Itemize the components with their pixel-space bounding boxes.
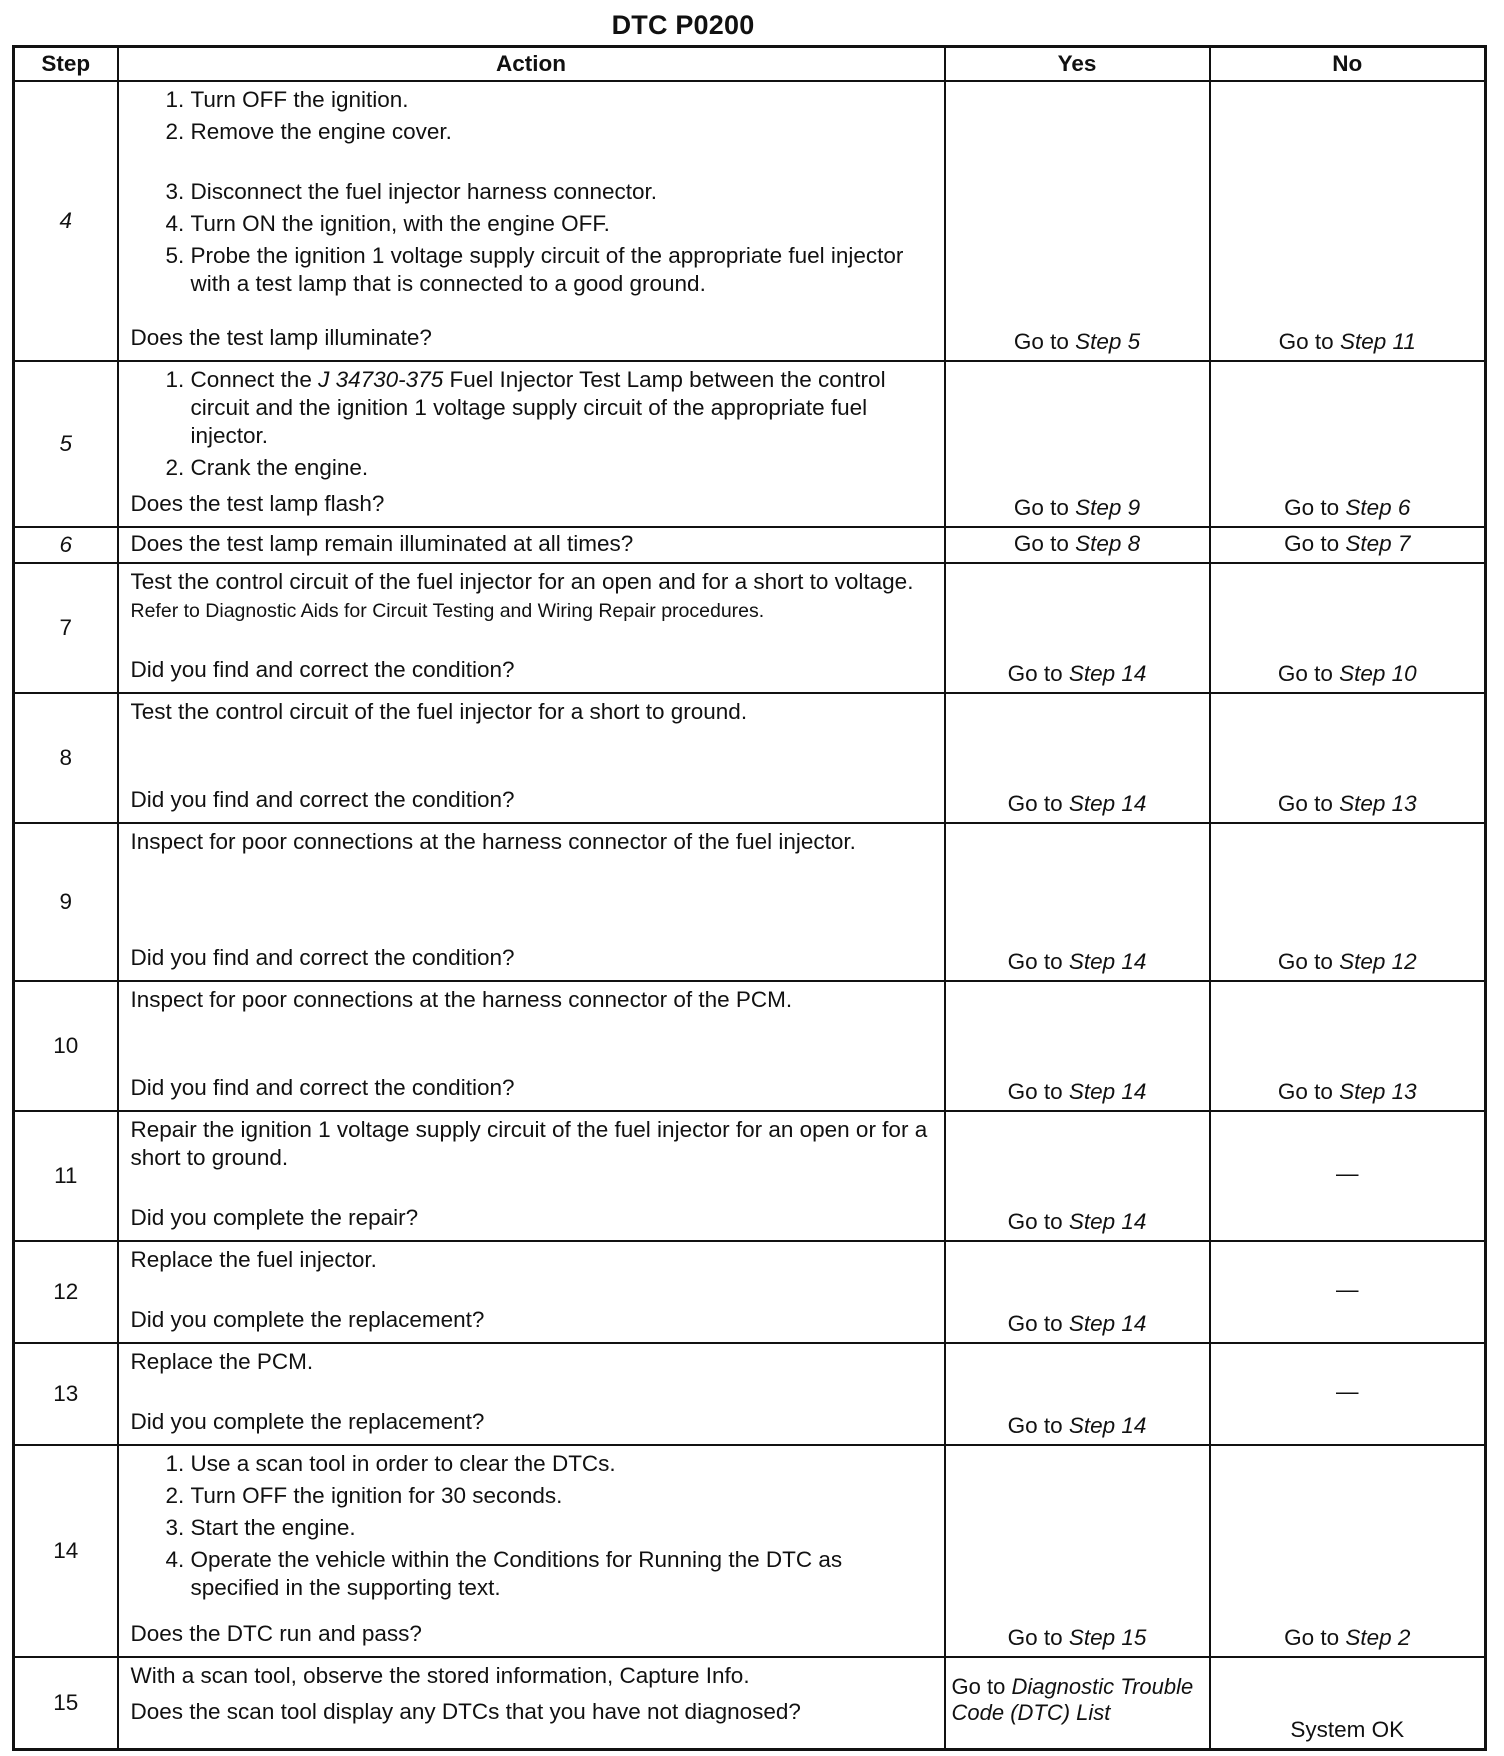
- step-link: Step 11: [1339, 329, 1416, 354]
- action-cell: [118, 563, 945, 693]
- table-row-step-10: [14, 981, 1486, 1111]
- question: Did you find and correct the condition?: [130, 787, 515, 812]
- step-number: 8: [14, 693, 118, 823]
- table-row-step-12: [14, 1241, 1486, 1343]
- no-cell: —: [1210, 1111, 1486, 1241]
- header-action: Action: [118, 47, 945, 82]
- action-cell: [118, 693, 945, 823]
- action-cell: [118, 1241, 945, 1343]
- yes-cell: [945, 693, 1210, 823]
- list-item-text: Fuel Injector Test Lamp between the control circuit and the ignition 1 voltage supply circuit of the appropriate fuel injector.: [190, 367, 886, 448]
- no-cell: [1210, 81, 1486, 361]
- list-item: 5. Probe the ignition 1 voltage supply circuit of the appropriate fuel injector with a test lamp that is connected to a good ground.: [191, 242, 936, 298]
- yes-cell: [945, 527, 1210, 563]
- step-link: Step 2: [1345, 1625, 1411, 1650]
- step-link: Step 7: [1345, 531, 1411, 556]
- step-link: Step 14: [1068, 1209, 1147, 1234]
- table-row-step-4: [14, 81, 1486, 361]
- step-number: 14: [14, 1445, 118, 1657]
- step-link: Step 14: [1068, 661, 1147, 686]
- goto-label: Go to: [951, 1674, 1006, 1700]
- yes-cell: [945, 823, 1210, 981]
- yes-cell: [945, 81, 1210, 361]
- tool-reference: J 34730-375: [318, 367, 444, 392]
- step-link: Step 9: [1075, 495, 1141, 520]
- goto-label: Go to: [1007, 1413, 1063, 1438]
- action-list: [131, 366, 936, 486]
- yes-cell: [945, 1445, 1210, 1657]
- no-cell: —: [1210, 1241, 1486, 1343]
- step-number: 12: [14, 1241, 118, 1343]
- question: Did you complete the repair?: [130, 1205, 419, 1230]
- list-item: 2. Remove the engine cover.: [191, 118, 936, 146]
- step-number: 9: [14, 823, 118, 981]
- no-cell: [1210, 823, 1486, 981]
- no-cell: —: [1210, 1343, 1486, 1445]
- table-row-step-8: [14, 693, 1486, 823]
- step-number: 5: [14, 361, 118, 527]
- action-description: With a scan tool, observe the stored information, Capture Info.: [130, 1663, 750, 1688]
- action-list: [131, 1450, 936, 1606]
- step-link: Step 15: [1068, 1625, 1147, 1650]
- goto-label: Go to: [1007, 1625, 1063, 1650]
- table-row-step-6: [14, 527, 1486, 563]
- step-link: Step 14: [1068, 791, 1147, 816]
- action-description: Test the control circuit of the fuel injector for a short to ground.: [130, 699, 748, 724]
- table-row-step-15: [14, 1657, 1486, 1749]
- table-header-row: [14, 47, 1486, 82]
- step-link: Step 5: [1075, 329, 1141, 354]
- action-list: [131, 86, 936, 302]
- action-description: Inspect for poor connections at the harness connector of the fuel injector.: [130, 829, 856, 854]
- goto-label: Go to: [1013, 531, 1069, 556]
- list-item: [191, 366, 936, 450]
- action-cell: [118, 1657, 945, 1749]
- table-row-step-14: [14, 1445, 1486, 1657]
- yes-cell: [945, 1657, 1210, 1749]
- goto-label: Go to: [1007, 1209, 1063, 1234]
- question: Does the test lamp illuminate?: [130, 325, 432, 350]
- step-link: Step 13: [1339, 791, 1417, 816]
- action-cell: [118, 527, 945, 563]
- goto-label: Go to: [1013, 495, 1069, 520]
- step-number: 4: [14, 81, 118, 361]
- action-description: Repair the ignition 1 voltage supply circuit of the fuel injector for an open or for a short to ground.: [130, 1117, 928, 1170]
- step-number: 10: [14, 981, 118, 1111]
- list-item: 4. Operate the vehicle within the Conditions for Running the DTC as specified in the supporting text.: [191, 1546, 936, 1602]
- goto-label: Go to: [1284, 531, 1340, 556]
- question: Did you find and correct the condition?: [130, 945, 515, 970]
- table-row-step-5: [14, 361, 1486, 527]
- step-link: Step 6: [1345, 495, 1411, 520]
- step-link: Step 14: [1068, 1413, 1147, 1438]
- step-link: Step 13: [1339, 1079, 1417, 1104]
- goto-label: Go to: [1277, 661, 1333, 686]
- action-cell: [118, 1111, 945, 1241]
- question: Did you find and correct the condition?: [130, 1075, 515, 1100]
- no-cell: [1210, 527, 1486, 563]
- description-text: Test the control circuit of the fuel injector for an open and for a short to voltage.: [130, 569, 914, 594]
- header-step: Step: [14, 47, 118, 82]
- action-description: [131, 568, 936, 625]
- no-cell: [1210, 981, 1486, 1111]
- action-cell: [118, 361, 945, 527]
- step-number: 15: [14, 1657, 118, 1749]
- goto-label: Go to: [1278, 329, 1334, 354]
- action-cell: [118, 1343, 945, 1445]
- list-item: 3. Disconnect the fuel injector harness connector.: [191, 178, 936, 206]
- goto-label: Go to: [1007, 661, 1063, 686]
- no-cell: [1210, 1445, 1486, 1657]
- step-link: Step 14: [1068, 1079, 1147, 1104]
- step-link: Step 14: [1068, 1311, 1147, 1336]
- action-description: Replace the PCM.: [130, 1349, 314, 1374]
- list-item: 1. Turn OFF the ignition.: [191, 86, 936, 114]
- yes-cell: [945, 1343, 1210, 1445]
- goto-label: Go to: [1007, 949, 1063, 974]
- list-item: 2. Crank the engine.: [191, 454, 936, 482]
- description-note: Refer to Diagnostic Aids for Circuit Testing and Wiring Repair procedures.: [130, 600, 765, 622]
- step-number: 7: [14, 563, 118, 693]
- action-cell: [118, 1445, 945, 1657]
- yes-cell: [945, 981, 1210, 1111]
- goto-label: Go to: [1007, 791, 1063, 816]
- goto-label: Go to: [1007, 1079, 1063, 1104]
- document-title: DTC P0200: [611, 10, 755, 40]
- diagnostic-table: [12, 45, 1487, 1751]
- action-cell: [118, 981, 945, 1111]
- no-cell: [1210, 361, 1486, 527]
- step-link: Step 8: [1075, 531, 1141, 556]
- goto-label: Go to: [1007, 1311, 1063, 1336]
- step-number: 11: [14, 1111, 118, 1241]
- no-cell: [1210, 693, 1486, 823]
- action-description: Replace the fuel injector.: [130, 1247, 377, 1272]
- step-link: Step 10: [1339, 661, 1417, 686]
- list-item: 3. Start the engine.: [191, 1514, 936, 1542]
- action-cell: [118, 81, 945, 361]
- table-row-step-9: [14, 823, 1486, 981]
- no-cell: System OK: [1210, 1657, 1486, 1749]
- dtc-list-reference: [952, 1674, 1203, 1726]
- list-item: 2. Turn OFF the ignition for 30 seconds.: [191, 1482, 936, 1510]
- question: Does the test lamp remain illuminated at all times?: [130, 531, 634, 556]
- goto-label: Go to: [1013, 329, 1069, 354]
- goto-label: Go to: [1277, 949, 1333, 974]
- list-item: 4. Turn ON the ignition, with the engine OFF.: [191, 210, 936, 238]
- table-row-step-13: [14, 1343, 1486, 1445]
- list-item: 1. Use a scan tool in order to clear the DTCs.: [191, 1450, 936, 1478]
- question: Did you find and correct the condition?: [130, 657, 515, 682]
- yes-cell: [945, 563, 1210, 693]
- goto-label: Go to: [1284, 495, 1340, 520]
- question: Does the test lamp flash?: [130, 491, 385, 516]
- question: Does the scan tool display any DTCs that you have not diagnosed?: [130, 1699, 801, 1724]
- step-link: Step 12: [1339, 949, 1417, 974]
- yes-cell: [945, 1241, 1210, 1343]
- question: Did you complete the replacement?: [130, 1307, 485, 1332]
- goto-label: Go to: [1284, 1625, 1340, 1650]
- step-number: 13: [14, 1343, 118, 1445]
- question: Did you complete the replacement?: [130, 1409, 485, 1434]
- dtc-list-link: Diagnostic Trouble Code (DTC) List: [951, 1674, 1194, 1726]
- no-cell: [1210, 563, 1486, 693]
- step-link: Step 14: [1068, 949, 1147, 974]
- header-no: No: [1210, 47, 1486, 82]
- yes-cell: [945, 361, 1210, 527]
- list-item-text: Connect the: [190, 367, 312, 392]
- question: Does the DTC run and pass?: [130, 1621, 422, 1646]
- header-yes: Yes: [945, 47, 1210, 82]
- table-row-step-11: [14, 1111, 1486, 1241]
- action-description: Inspect for poor connections at the harness connector of the PCM.: [130, 987, 793, 1012]
- step-number: 6: [14, 527, 118, 563]
- action-cell: [118, 823, 945, 981]
- table-row-step-7: [14, 563, 1486, 693]
- goto-label: Go to: [1277, 1079, 1333, 1104]
- goto-label: Go to: [1277, 791, 1333, 816]
- yes-cell: [945, 1111, 1210, 1241]
